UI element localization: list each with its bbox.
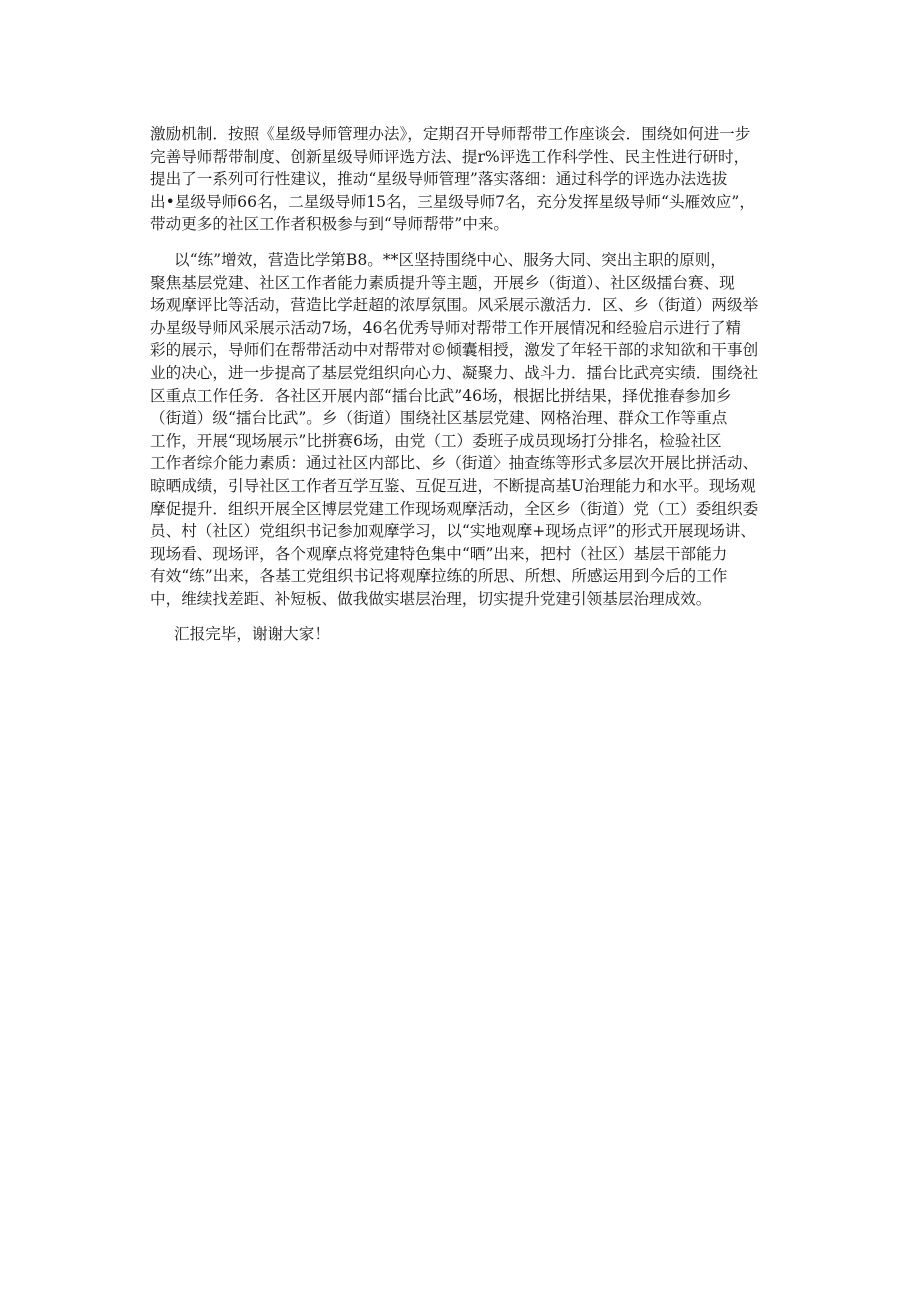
paragraph-closing <box>150 623 798 646</box>
text-line: 办星级导师风采展示活动7场，46名优秀导师对帮带工作开展情况和经验启示进行了精 <box>150 318 742 337</box>
text-line: 员、村（社区）党组织书记参加观摩学习，以“实地观摩+现场点评”的形式开展现场讲、 <box>150 522 756 541</box>
text-line: 完善导师帮带制度、创新星级导师评选方法、提r%评选工作科学性、民主性进行研时， <box>150 147 750 166</box>
closing-line: 汇报完毕，谢谢大家！ <box>174 625 330 644</box>
text-line: 出•星级导师66名，二星级导师15名，三星级导师7名，充分发挥星级导师“头雁效应”， <box>150 192 755 211</box>
paragraph-practice <box>150 249 798 611</box>
text-line: 激励机制．按照《星级导师管理办法》，定期召开导师帮带工作座谈会．围绕如何进一步 <box>150 125 751 143</box>
text-line: 区重点工作任务．各社区开展内部“擂台比武”46场，根据比拼结果，择优推春参加乡 <box>150 386 732 405</box>
paragraph-gap <box>150 610 798 623</box>
text-line: 工作者综介能力素质：通过社区内部比、乡（街道〉抽查练等形式多层次开展比拼活动、 <box>150 454 759 473</box>
document-page <box>150 123 798 646</box>
text-line: 有效“练”出来，各基工党组织书记将观摩拉练的所思、所想、所感运用到今后的工作 <box>150 567 728 586</box>
text-line: 提出了一系列可行性建议，推动“星级导师管理”落实落细：通过科学的评选办法选拔 <box>150 170 728 189</box>
paragraph-incentive <box>150 123 798 236</box>
text-line: 以“练”增效，营造比学第B8。**区坚持围绕中心、服务大同、突出主职的原则， <box>174 250 726 269</box>
text-line: 聚焦基层党建、社区工作者能力素质提升等主题，开展乡（街道）、社区级擂台赛、现 <box>150 273 735 292</box>
text-line: 中，维续找差距、补短板、做我做实堪层治理，切实提升党建引领基层治理成效。 <box>150 589 712 608</box>
text-line: 彩的展示，导师们在帮带活动中对帮带对©倾囊相授，激发了年轻干部的求知欲和干事创 <box>150 341 759 360</box>
text-line: 工作，开展“现场展示”比拼赛6场，由党（工）委班子成员现场打分排名，检验社区 <box>150 431 722 450</box>
text-line: 业的决心，进一步提高了基层党组织向心力、凝聚力、战斗力．擂台比武亮实绩．围绕社 <box>150 363 759 382</box>
text-line: （街道）级“擂台比武”。乡（街道）围绕社区基层党建、网格治理、群众工作等重点 <box>150 409 728 428</box>
paragraph-gap <box>150 236 798 249</box>
text-line: 场观摩评比等活动，营造比学赶超的浓厚氛围。风采展示激活力．区、乡（街道）两级举 <box>150 296 759 315</box>
text-line: 现场看、现场评，各个观摩点将党建特色集中“晒”出来，把村（社区）基层干部能力 <box>150 544 728 563</box>
text-line: 带动更多的社区工作者积极参与到“导师帮带”中来。 <box>150 215 510 234</box>
text-line: 晾晒成绩，引导社区工作者互学互鉴、互促互进，不断提高基U治理能力和水平。现场观 <box>150 476 756 495</box>
text-line: 摩促提升．组织开展全区博层党建工作现场观摩活动，全区乡（街道）党（工）委组织委 <box>150 499 759 518</box>
